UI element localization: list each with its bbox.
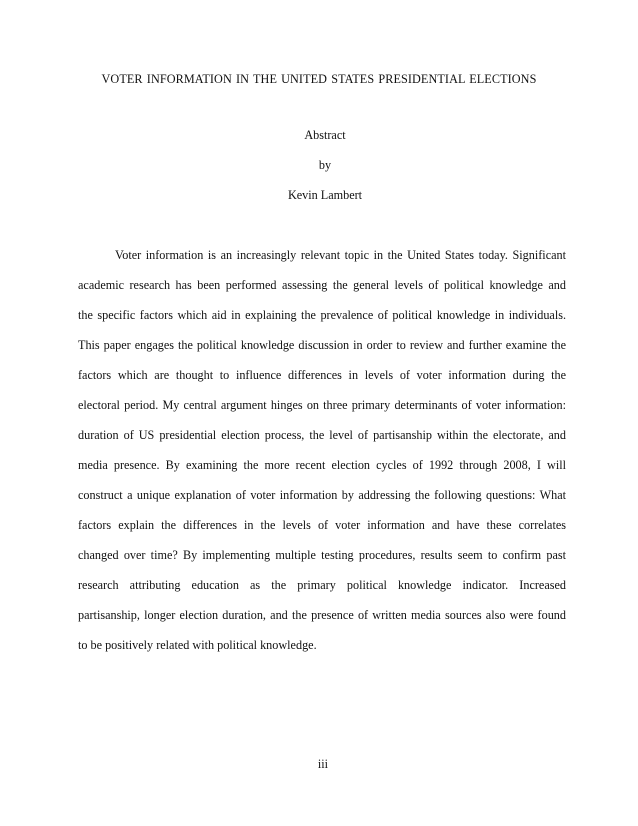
abstract-line: media presence. By examining the more recent election cycles of 1992 through 2008, I will	[78, 458, 566, 472]
abstract-heading: Abstract	[304, 128, 346, 142]
abstract-line: factors which are thought to influence differences in levels of voter information during the	[78, 368, 566, 382]
document-title: VOTER INFORMATION IN THE UNITED STATES PRESIDENTIAL ELECTIONS	[101, 72, 537, 86]
abstract-line: duration of US presidential election process, the level of partisanship within the electorate, and	[78, 428, 566, 442]
abstract-line: research attributing education as the primary political knowledge indicator. Increased	[78, 578, 566, 592]
abstract-body	[78, 240, 566, 660]
page-number: iii	[317, 757, 329, 771]
author-name: Kevin Lambert	[287, 188, 363, 202]
abstract-line: Voter information is an increasingly relevant topic in the United States today. Significant	[115, 248, 566, 262]
abstract-line: the specific factors which aid in explaining the prevalence of political knowledge in individuals.	[78, 308, 566, 322]
abstract-line: factors explain the differences in the levels of voter information and have these correlates	[78, 518, 566, 532]
abstract-line: partisanship, longer election duration, and the presence of written media sources also were found	[78, 608, 566, 622]
abstract-line: academic research has been performed assessing the general levels of political knowledge and	[78, 278, 566, 292]
abstract-line: This paper engages the political knowledge discussion in order to review and further examine the	[78, 338, 566, 352]
abstract-line: changed over time? By implementing multiple testing procedures, results seem to confirm past	[78, 548, 566, 562]
abstract-line: to be positively related with political knowledge.	[78, 638, 317, 652]
abstract-line: electoral period. My central argument hinges on three primary determinants of voter information:	[78, 398, 566, 412]
abstract-line: construct a unique explanation of voter information by addressing the following questions: What	[78, 488, 566, 502]
byline: by	[318, 158, 332, 172]
